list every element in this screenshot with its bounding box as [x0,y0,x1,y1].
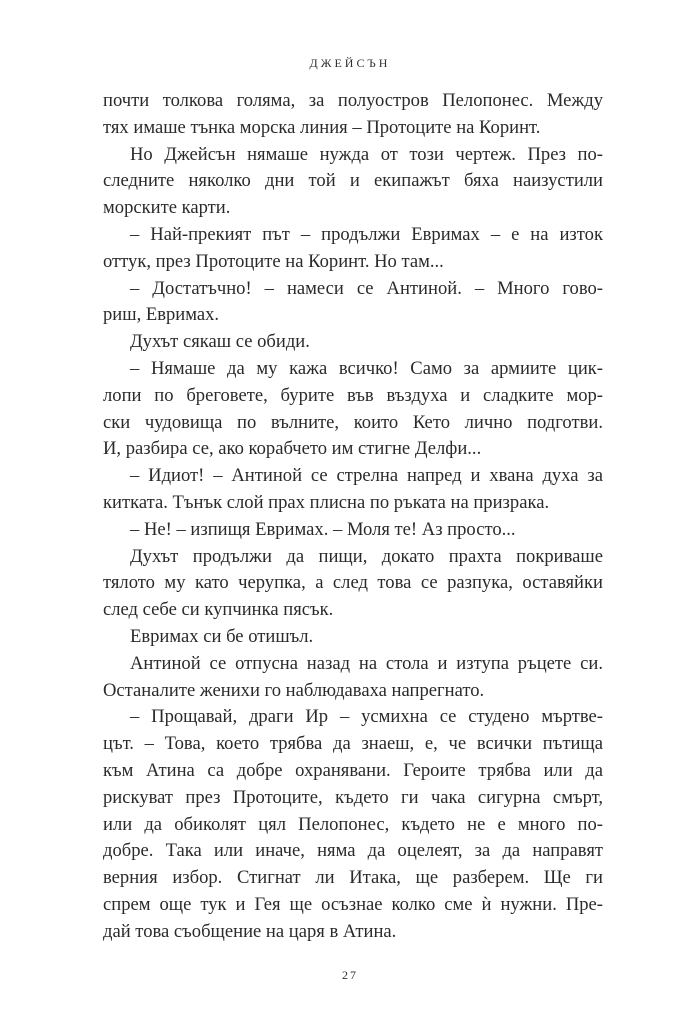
text-line: Но Джейсън нямаше нужда от този чертеж. През по- [130,143,603,165]
text-line: рискуват през Протоците, където ги чака сигурна смърт, [103,786,603,808]
text-line: Останалите женихи го наблюдаваха напрегнато. [103,679,485,701]
text-line: цът. – Това, което трябва да знаеш, е, че всички пътища [103,733,603,755]
text-line: риш, Евримах. [103,304,220,326]
text-line: или да обиколят цял Пелопонес, където не е много по- [103,813,603,835]
text-line: – Прощавай, драги Ир – усмихна се студено мъртве- [130,706,603,728]
text-line: морските карти. [103,197,231,219]
text-line: Евримах си бе отишъл. [130,625,314,647]
text-line: Антиной се отпусна назад на стола и изтупа ръцете си. [130,652,603,674]
body-text [103,88,603,946]
text-line: И, разбира се, ако корабчето им стигне Делфи... [103,438,482,460]
text-line: Духът сякаш се обиди. [130,331,310,353]
text-line: верния избор. Стигнат ли Итака, ще разберем. Ще ги [103,867,603,889]
text-line: дай това съобщение на царя в Атина. [103,920,397,942]
text-line: – Идиот! – Антиной се стрелна напред и хвана духа за [130,465,603,487]
text-line: китката. Тънък слой прах плисна по ръката на призрака. [103,491,550,513]
text-line: – Не! – изпищя Евримах. – Моля те! Аз просто... [130,518,516,540]
text-line: лопи по бреговете, бурите във въздуха и сладките мор- [103,384,603,406]
text-line: тях имаше тънка морска линия – Протоците на Коринт. [103,116,541,138]
text-line: тялото му като черупка, а след това се разпука, оставяйки [103,572,603,594]
running-head: ДЖЕЙСЪН [309,56,391,70]
text-line: почти толкова голяма, за полуостров Пелопонес. Между [103,90,603,111]
text-line: ски чудовища по вълните, които Кето лично подготви. [103,411,603,433]
text-line: – Най-прекият път – продължи Евримах – е на изток [130,223,603,245]
text-line: Духът продължи да пищи, докато прахта покриваше [130,545,603,567]
text-line: към Атина са добре охранявани. Героите трябва или да [103,759,603,781]
text-line: следните няколко дни той и екипажът бяха наизустили [103,170,603,192]
text-line: – Нямаше да му кажа всичко! Само за армиите цик- [130,357,603,379]
text-line: – Достатъчно! – намеси се Антиной. – Много гово- [130,277,603,299]
text-line: добре. Така или иначе, няма да оцелеят, за да направят [103,840,603,862]
text-line: спрем още тук и Гея ще осъзнае колко сме ѝ нужни. Пре- [103,893,603,915]
text-line: след себе си купчинка пясък. [103,599,334,621]
page-number: 27 [342,968,358,982]
text-line: оттук, през Протоците на Коринт. Но там... [103,250,444,272]
